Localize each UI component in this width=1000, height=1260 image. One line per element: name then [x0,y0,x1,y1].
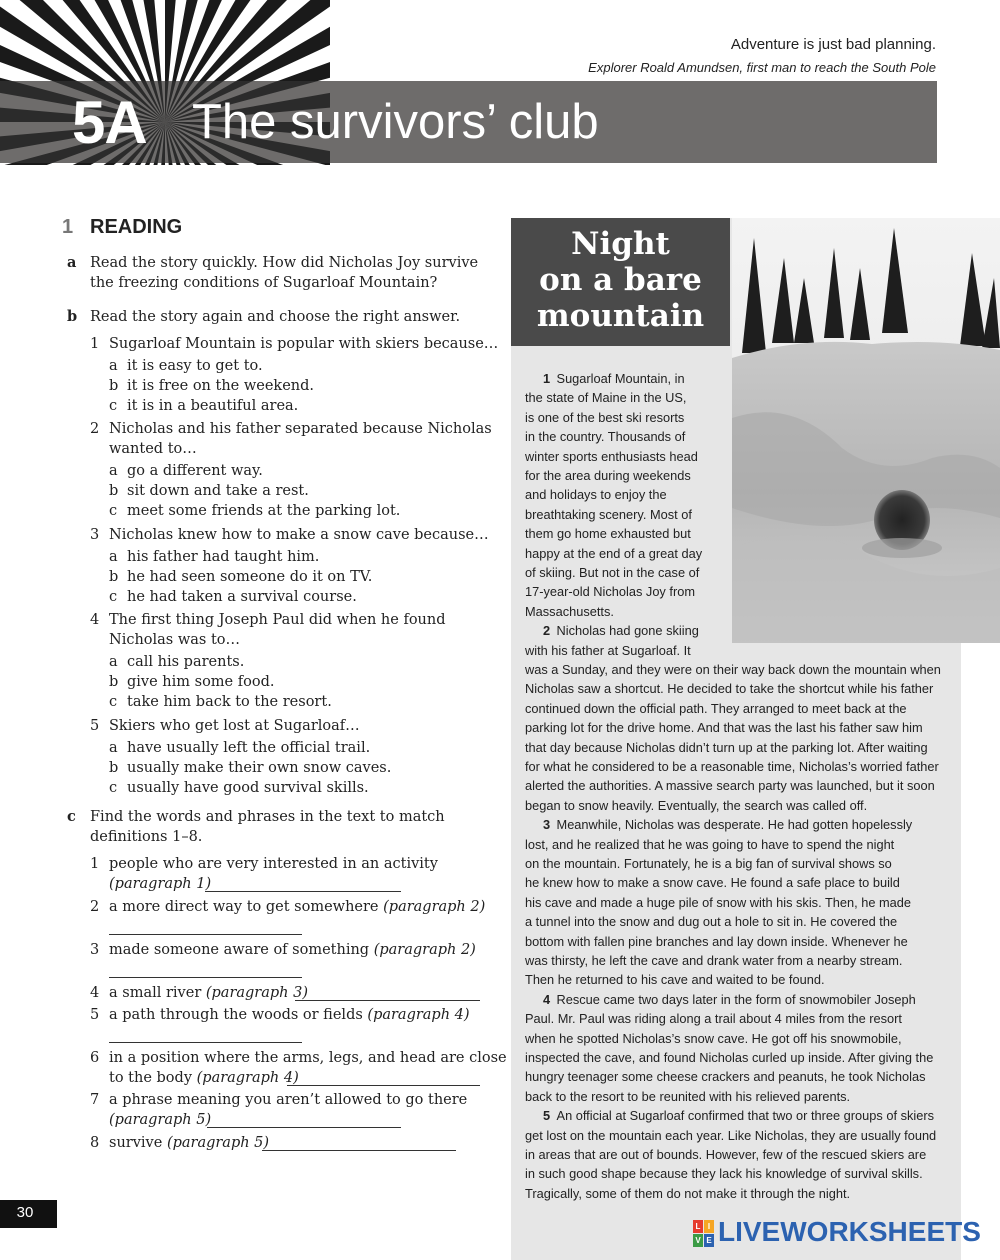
answer-line[interactable] [295,1000,480,1001]
item-definition: a phrase meaning you aren’t allowed to go there [109,1092,468,1108]
story-line-text: in the country. Thousands of [525,429,686,445]
option-letter[interactable]: b [109,569,119,585]
story-line-text: Massachusetts. [525,603,614,619]
item-reference: (paragraph 2) [383,899,486,915]
option-letter[interactable]: b [109,483,119,499]
option-text[interactable]: take him back to the resort. [127,694,332,710]
story-line [525,757,939,776]
story-line [525,796,867,815]
option-text[interactable]: give him some food. [127,674,275,690]
story-line-text: get lost on the mountain each year. Like Nicholas, they are usually found [525,1127,937,1143]
option-text[interactable]: it is free on the weekend. [127,378,315,394]
option-text[interactable]: meet some friends at the parking lot. [127,503,401,519]
story-line-text: of skiing. But not in the case of [525,565,700,580]
option-text[interactable]: sit down and take a rest. [127,483,309,499]
option-letter[interactable]: a [109,549,118,565]
item-number: 8 [90,1135,100,1151]
option-text[interactable]: usually make their own snow caves. [127,760,392,776]
story-line [543,990,916,1009]
logo-letter: V [693,1234,703,1247]
story-line [525,932,908,951]
story-title: on a bare [539,262,702,298]
story-line-text: began to snow heavily. Eventually, the search was called off. [525,797,868,813]
story-line [525,1048,933,1067]
item-text [109,1110,211,1130]
question-text: Nicholas knew how to make a snow cave because… [109,527,489,543]
task-c-intro: Find the words and phrases in the text to match [90,809,445,825]
item-definition: a path through the woods or fields [109,1007,363,1023]
item-number: 6 [90,1050,100,1066]
story-line-text: them go home exhausted but [525,526,691,542]
story-line-text: Tragically, some of them do not make it through the night. [525,1185,851,1201]
story-line [525,388,686,407]
story-line [525,738,928,757]
story-line [543,815,912,834]
question-text: The first thing Joseph Paul did when he found [109,612,446,628]
item-text [109,983,308,1003]
story-line [525,679,933,698]
logo-letter: L [693,1220,703,1233]
story-line-text: with his father at Sugarloaf. It [525,642,691,658]
item-definition: in a position where the arms, legs, and head are close [109,1050,507,1066]
section-title: READING [90,216,183,238]
story-line [525,718,923,737]
story-line [525,1029,902,1048]
story-line-text: Then he returned to his cave and waited to be found. [525,972,825,988]
paragraph-number: 1 [543,371,551,386]
story-line [525,776,935,795]
option-letter[interactable]: a [109,740,118,756]
snow-cave-photo [732,218,1000,643]
item-reference: (paragraph 5) [166,1135,270,1151]
story-line-text: on the mountain. Fortunately, he is a big fan of survival shows so [525,856,892,871]
item-text [109,1048,507,1068]
story-line-text: in such good shape because they lack his knowledge of survival skills. [525,1166,923,1182]
answer-line[interactable] [109,934,302,935]
item-definition: survive [109,1135,163,1151]
story-line [525,893,911,912]
option-text[interactable]: have usually left the official trail. [127,740,371,756]
story-line-text: was a Sunday, and they were on their way back down the mountain when [525,662,941,677]
story-line [525,447,698,466]
story-line [525,1164,923,1183]
quote-text: Adventure is just bad planning. [730,36,936,53]
story-line-text: lost, and he realized that he was going to have to spend the night [525,836,895,852]
story-line-text: that day because Nicholas didn’t turn up at the parking lot. After waiting [525,739,928,755]
story-line-text: the state of Maine in the US, [525,390,687,406]
question-text: wanted to… [109,441,197,457]
question-number: 5 [90,718,100,734]
story-line-text: breathtaking scenery. Most of [525,506,692,522]
story-line-text: 17-year-old Nicholas Joy from [525,584,695,600]
story-line [525,1184,850,1203]
story-line-text: a tunnel into the snow and dug out a hole to sit in. He covered the [525,914,898,930]
story-line [525,427,685,446]
story-line [525,485,667,504]
option-letter[interactable]: c [109,589,118,605]
option-text[interactable]: his father had taught him. [127,549,320,565]
answer-line[interactable] [262,1150,456,1151]
item-text [109,1090,467,1110]
logo-letter: I [704,1220,714,1233]
unit-title: The survivors’ club [192,95,599,149]
story-line-text: parking lot for the drive home. And that was the last his father saw him [525,720,923,736]
story-line-text: and holidays to enjoy the [525,487,667,503]
item-text [109,940,476,960]
story-line-text: he knew how to make a snow cave. He found a safe place to build [525,875,900,891]
story-line [525,505,692,524]
story-line [543,369,685,388]
quote-attribution: Explorer Roald Amundsen, first man to reach the South Pole [588,60,936,75]
logo-letter: E [704,1234,714,1247]
item-reference: (paragraph 4) [367,1007,470,1023]
story-line [525,466,691,485]
liveworksheets-logo-icon [693,1220,715,1248]
paragraph-number: 2 [543,623,551,639]
item-reference: (paragraph 3) [205,985,308,1001]
story-line [525,1145,926,1164]
story-line-text: hungry teenager some cheese crackers and peanuts, he took Nicholas [525,1069,926,1085]
section-number: 1 [62,216,74,238]
option-letter[interactable]: c [109,398,118,414]
story-line [525,1126,936,1145]
story-line-text: An official at Sugarloaf confirmed that two or three groups of skiers [556,1108,934,1124]
story-line [525,835,894,854]
story-title: mountain [536,298,705,334]
item-number: 4 [90,985,100,1001]
story-line-text: in areas that are out of bounds. However, few of the rescued skiers are [525,1147,927,1162]
story-line-text: was thirsty, he left the cave and drank water from a nearby stream. [525,953,903,968]
story-line-text: inspected the cave, and found Nicholas curled up inside. After giving the [525,1050,934,1065]
item-definition: a more direct way to get somewhere [109,899,379,915]
answer-line[interactable] [287,1085,480,1086]
item-text [109,1005,470,1025]
paragraph-number: 4 [543,991,551,1007]
paragraph-number: 3 [543,817,551,833]
item-reference: (paragraph 1) [109,876,212,892]
option-letter[interactable]: c [109,503,118,519]
story-line [525,544,702,563]
question-number: 3 [90,527,100,543]
story-line [525,660,941,679]
story-line [525,524,691,543]
story-line [525,951,902,970]
option-text[interactable]: call his parents. [127,654,245,670]
answer-line[interactable] [109,977,302,978]
story-line [525,563,699,582]
story-line-text: his cave and made a huge pile of snow with his skis. Then, he made [525,894,912,910]
story-line [543,621,699,640]
item-number: 7 [90,1092,100,1108]
liveworksheets-brand[interactable]: LIVEWORKSHEETS [718,1216,981,1247]
story-line-text: back to the resort to be reunited with his relieved parents. [525,1088,851,1104]
option-text[interactable]: go a different way. [127,463,263,479]
task-c-intro: definitions 1–8. [90,829,203,845]
story-line [525,1009,902,1028]
story-line [525,641,691,660]
story-line [525,873,900,892]
story-line-text: Sugarloaf Mountain, in [556,371,685,386]
story-line [525,912,897,931]
item-definition: made someone aware of something [109,942,370,958]
story-line-text: Nicholas had gone skiing [556,623,699,639]
answer-line[interactable] [109,1042,302,1043]
item-definition: a small river [109,985,202,1001]
item-reference: (paragraph 2) [373,942,476,958]
question-number: 2 [90,421,100,437]
item-number: 1 [90,856,100,872]
item-definition: to the body [109,1070,193,1086]
paragraph-number: 5 [543,1108,551,1124]
item-number: 3 [90,942,100,958]
option-letter[interactable]: a [109,463,118,479]
option-letter[interactable]: b [109,378,119,394]
story-title: Night [571,226,670,262]
question-text: Nicholas and his father separated because Nicholas [109,421,492,437]
option-letter[interactable]: b [109,674,119,690]
story-line-text: is one of the best ski resorts [525,409,685,425]
story-line [525,602,614,621]
story-line-text: winter sports enthusiasts head [525,448,698,464]
story-line [525,408,684,427]
task-c-label: c [67,808,76,825]
question-number: 1 [90,336,100,352]
item-reference: (paragraph 4) [196,1070,299,1086]
task-b-intro: Read the story again and choose the right answer. [90,309,461,325]
answer-line[interactable] [207,1127,401,1128]
story-line-text: Paul. Mr. Paul was riding along a trail about 4 miles from the resort [525,1011,902,1027]
option-text[interactable]: it is easy to get to. [127,358,263,374]
task-a-text: the freezing conditions of Sugarloaf Mountain? [90,275,438,291]
option-text[interactable]: it is in a beautiful area. [127,398,299,414]
story-line [543,1106,934,1125]
option-letter[interactable]: b [109,760,119,776]
story-line-text: happy at the end of a great day [525,545,703,561]
option-text[interactable]: he had taken a survival course. [127,589,357,605]
page-number: 30 [16,1204,34,1221]
option-letter[interactable]: a [109,654,118,670]
item-text [109,854,438,874]
question-text: Skiers who get lost at Sugarloaf… [109,718,360,734]
story-line [525,1087,850,1106]
item-text [109,874,211,894]
story-line-text: when he spotted Nicholas’s snow cave. He got off his snowmobile, [525,1030,902,1046]
story-line-text: bottom with fallen pine branches and lay down inside. Whenever he [525,933,908,949]
story-line-text: alerted the authorities. A massive search party was launched, but it soon [525,778,935,794]
task-b-label: b [67,308,78,325]
story-line-text: for what he considered to be a reasonable time, Nicholas’s worried father [525,759,939,774]
task-a-text: Read the story quickly. How did Nicholas Joy survive [90,255,479,271]
story-line [525,699,907,718]
item-number: 2 [90,899,100,915]
task-a-label: a [67,254,77,271]
question-number: 4 [90,612,100,628]
story-line-text: continued down the official path. They arranged to meet back at the [525,700,907,716]
item-text [109,1068,299,1088]
story-line-text: Rescue came two days later in the form of snowmobiler Joseph [556,991,916,1007]
story-line [525,970,825,989]
option-letter[interactable]: c [109,694,118,710]
story-line [525,1067,926,1086]
item-text [109,1133,269,1153]
question-text: Sugarloaf Mountain is popular with skiers because… [109,336,499,352]
option-letter[interactable]: a [109,358,118,374]
story-line-text: Meanwhile, Nicholas was desperate. He had gotten hopelessly [556,817,913,833]
story-line [525,582,695,601]
option-text[interactable]: usually have good survival skills. [127,780,369,796]
item-reference: (paragraph 5) [109,1112,212,1128]
option-text[interactable]: he had seen someone do it on TV. [127,569,373,585]
story-line-text: Nicholas saw a shortcut. He decided to take the shortcut while his father [525,681,934,697]
item-number: 5 [90,1007,100,1023]
item-text [109,897,485,917]
answer-line[interactable] [205,891,401,892]
option-letter[interactable]: c [109,780,118,796]
story-line [525,854,892,873]
item-definition: people who are very interested in an activity [109,856,438,872]
question-text: Nicholas was to… [109,632,241,648]
unit-code: 5A [72,89,147,156]
story-line-text: for the area during weekends [525,468,691,483]
